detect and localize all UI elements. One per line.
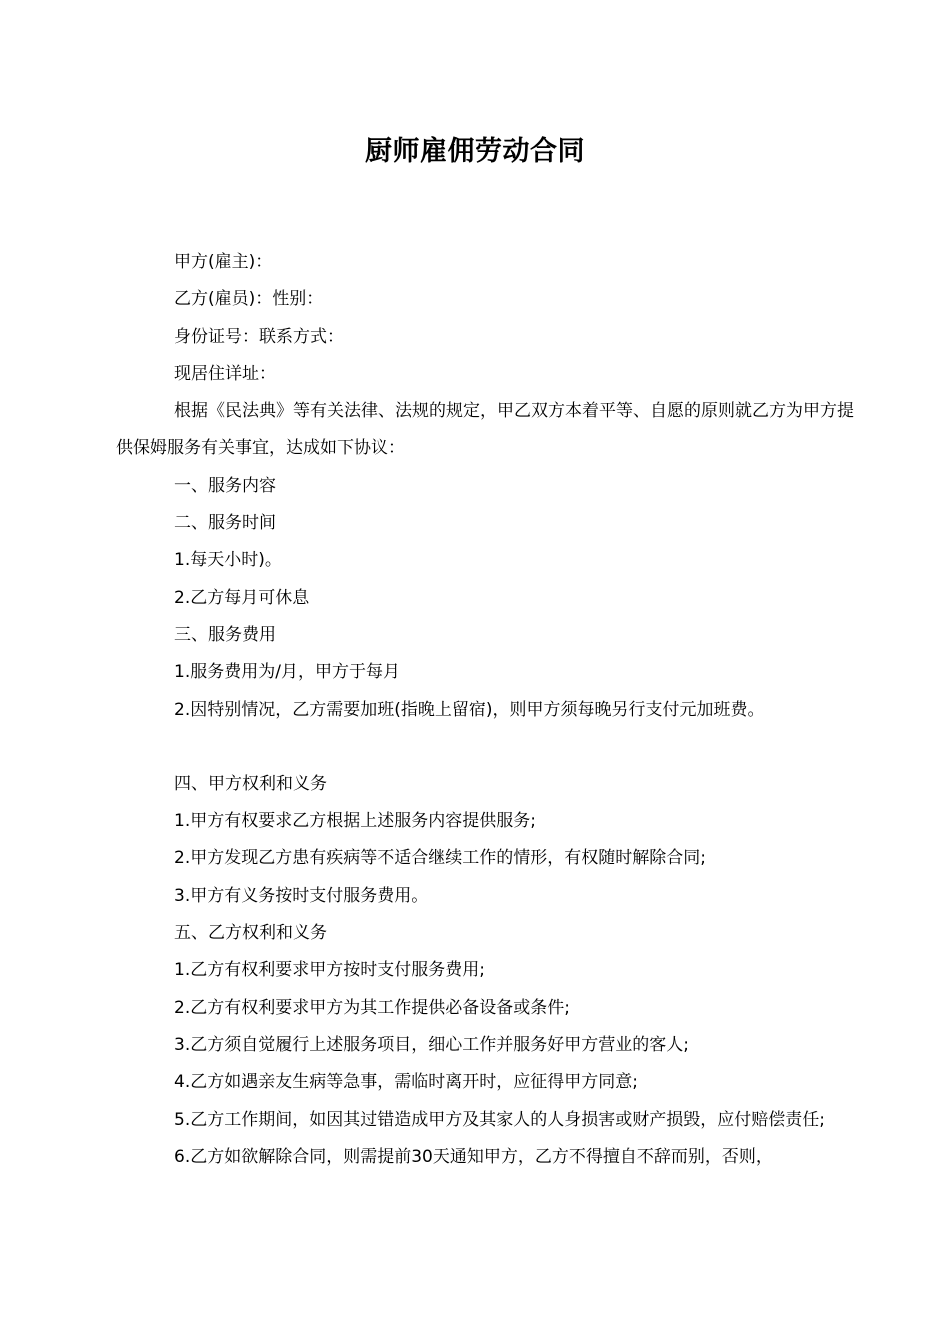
party-a-line: 甲方(雇主)：: [174, 252, 273, 272]
clause-item: 2.因特别情况，乙方需要加班(指晚上留宿)，则甲方须每晚另行支付元加班费。: [174, 699, 765, 720]
section-heading-service-time: 二、服务时间: [174, 513, 276, 534]
clause-item: 2.甲方发现乙方患有疾病等不适合继续工作的情形，有权随时解除合同;: [174, 848, 706, 869]
address-line: 现居住详址：: [174, 363, 276, 384]
section-heading-service-fee: 三、服务费用: [174, 624, 276, 645]
page-title: 厨师雇佣劳动合同: [365, 136, 585, 167]
party-b-line: 乙方(雇员)：性别：: [174, 289, 324, 310]
section-heading-service-content: 一、服务内容: [174, 475, 276, 496]
clause-item: 2.乙方每月可休息: [174, 587, 310, 608]
clause-item: 4.乙方如遇亲友生病等急事，需临时离开时，应征得甲方同意;: [174, 1072, 638, 1093]
clause-item: 1.服务费用为/月，甲方于每月: [174, 662, 400, 683]
clause-item: 1.甲方有权要求乙方根据上述服务内容提供服务;: [174, 811, 536, 832]
preamble-paragraph: 根据《民法典》等有关法律、法规的规定，甲乙双方本着平等、自愿的原则就乙方为甲方提供保姆服务有关事宜，达成如下协议：: [116, 401, 854, 459]
clause-item: 6.乙方如欲解除合同，则需提前30天通知甲方，乙方不得擅自不辞而别，否则，: [174, 1146, 773, 1167]
clause-item: 2.乙方有权利要求甲方为其工作提供必备设备或条件;: [174, 997, 570, 1018]
section-heading-party-b-rights: 五、乙方权利和义务: [174, 923, 327, 944]
clause-item: 3.甲方有义务按时支付服务费用。: [174, 885, 429, 906]
contract-body: [116, 244, 856, 1176]
clause-item: 3.乙方须自觉履行上述服务项目，细心工作并服务好甲方营业的客人;: [174, 1034, 689, 1055]
section-heading-party-a-rights: 四、甲方权利和义务: [174, 773, 327, 794]
clause-item: 5.乙方工作期间，如因其过错造成甲方及其家人的人身损害或财产损毁，应付赔偿责任;: [174, 1109, 825, 1130]
clause-item: 1.乙方有权利要求甲方按时支付服务费用;: [174, 960, 485, 981]
clause-item: 1.每天小时)。: [174, 550, 282, 571]
id-contact-line: 身份证号：联系方式：: [174, 326, 344, 347]
